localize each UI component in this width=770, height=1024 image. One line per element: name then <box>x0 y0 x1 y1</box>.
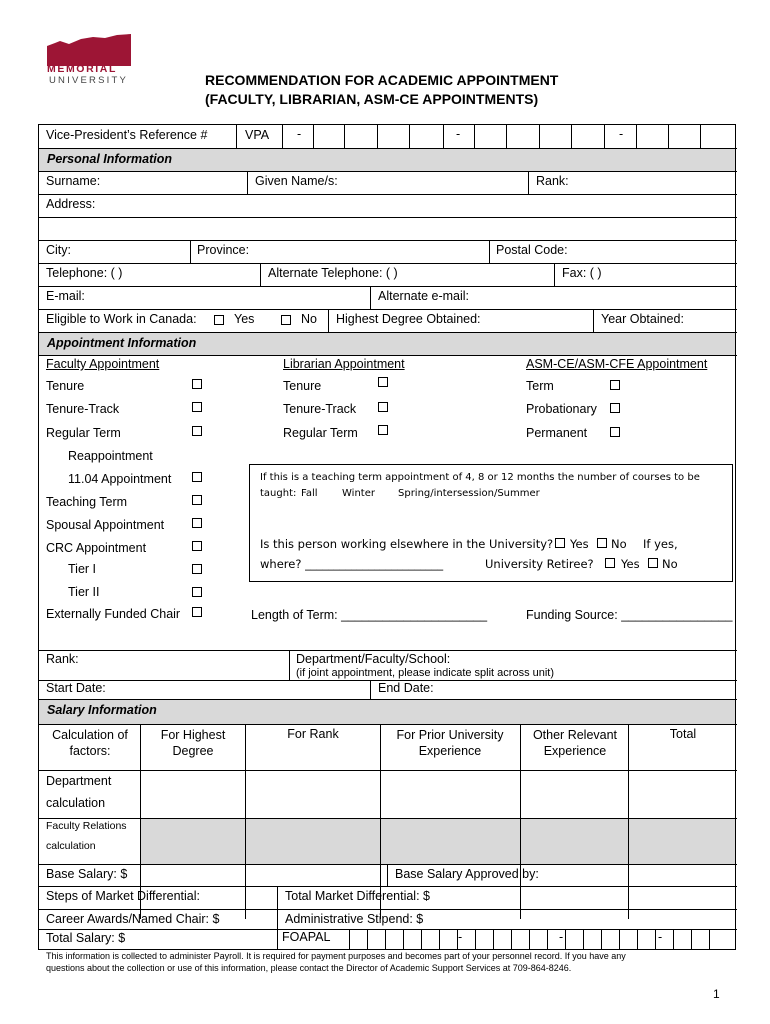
foapal-dash-1: - <box>458 930 463 944</box>
librarian-tenure-track-checkbox[interactable] <box>378 402 388 412</box>
faculty-relations-calc-label-2: calculation <box>46 840 96 852</box>
page-subtitle: (FACULTY, LIBRARIAN, ASM-CE APPOINTMENTS) <box>205 91 539 107</box>
faculty-tenure-track-label: Tenure-Track <box>46 402 120 416</box>
base-salary-approved-label: Base Salary Approved by: <box>395 867 539 881</box>
total-market-differential-label: Total Market Differential: $ <box>285 889 430 903</box>
term-fall-label: Fall <box>301 488 318 499</box>
faculty-relations-calc-label: Faculty Relations <box>46 820 127 832</box>
tier1-checkbox[interactable] <box>192 564 202 574</box>
eligible-yes-checkbox[interactable] <box>214 315 224 325</box>
working-elsewhere-question: Is this person working elsewhere in the University? <box>260 537 554 551</box>
spousal-appointment-checkbox[interactable] <box>192 518 202 528</box>
externally-funded-chair-checkbox[interactable] <box>192 607 202 617</box>
reappointment-label: Reappointment <box>68 449 153 463</box>
term-spring-summer-label: Spring/intersession/Summer <box>398 488 540 499</box>
ref-dash-1: - <box>297 127 302 141</box>
privacy-notice-line1: This information is collected to administer Payroll. It is required for payment purposes and becomes part of your personnel record. If you have any <box>46 951 626 961</box>
asm-permanent-checkbox[interactable] <box>610 427 620 437</box>
asm-permanent-label: Permanent <box>526 426 588 440</box>
eligible-work-label: Eligible to Work in Canada: <box>46 312 197 326</box>
total-salary-label: Total Salary: $ <box>46 931 126 945</box>
faculty-tenure-label: Tenure <box>46 379 85 393</box>
steps-market-differential-label: Steps of Market Differential: <box>46 889 201 903</box>
salary-header-calc: Calculation of factors: <box>52 728 128 758</box>
tier2-checkbox[interactable] <box>192 587 202 597</box>
page-number: 1 <box>713 987 720 1001</box>
fax-label: Fax: ( ) <box>562 266 602 280</box>
given-name-label: Given Name/s: <box>255 174 338 188</box>
end-date-label: End Date: <box>378 681 434 695</box>
elsewhere-no-label: No <box>611 537 627 551</box>
teaching-term-label: Teaching Term <box>46 495 128 509</box>
faculty-regular-term-checkbox[interactable] <box>192 426 202 436</box>
joint-appointment-note: (if joint appointment, please indicate split across unit) <box>296 667 555 679</box>
librarian-tenure-track-label: Tenure-Track <box>283 402 357 416</box>
salary-header-total: Total <box>669 727 697 741</box>
faculty-relations-shaded-cells <box>141 819 735 864</box>
elsewhere-yes-label: Yes <box>570 537 589 551</box>
alternate-email-label: Alternate e-mail: <box>378 289 470 303</box>
asm-probationary-label: Probationary <box>526 402 597 416</box>
salary-header-other: Other Relevant Experience <box>532 728 618 758</box>
logo-wordmark-memorial: MEMORIAL <box>47 63 117 75</box>
salary-header-degree: For Highest Degree <box>160 728 226 758</box>
year-obtained-label: Year Obtained: <box>601 312 684 326</box>
province-label: Province: <box>197 243 250 257</box>
librarian-appointment-heading: Librarian Appointment <box>283 357 405 371</box>
university-retiree-label: University Retiree? <box>485 557 594 571</box>
vp-reference-label: Vice-President’s Reference # <box>46 128 208 142</box>
foapal-dash-3: - <box>658 930 663 944</box>
asm-appointment-heading: ASM-CE/ASM-CFE Appointment <box>526 357 708 371</box>
postal-code-label: Postal Code: <box>496 243 568 257</box>
personal-information-header: Personal Information <box>39 149 735 172</box>
appt-1104-checkbox[interactable] <box>192 472 202 482</box>
eligible-no-label: No <box>301 312 317 326</box>
appointment-form <box>38 124 736 950</box>
appointment-rank-label: Rank: <box>46 652 79 666</box>
appt-1104-label: 11.04 Appointment <box>68 472 172 486</box>
highest-degree-label: Highest Degree Obtained: <box>336 312 481 326</box>
salary-information-header: Salary Information <box>39 700 735 724</box>
asm-probationary-checkbox[interactable] <box>610 403 620 413</box>
if-yes-label: If yes, <box>643 537 678 551</box>
retiree-no-label: No <box>662 557 678 571</box>
surname-label: Surname: <box>46 174 101 188</box>
email-label: E-mail: <box>46 289 85 303</box>
librarian-tenure-label: Tenure <box>283 379 322 393</box>
career-awards-label: Career Awards/Named Chair: $ <box>46 912 220 926</box>
faculty-tenure-checkbox[interactable] <box>192 379 202 389</box>
librarian-regular-term-checkbox[interactable] <box>378 425 388 435</box>
ref-dash-2: - <box>456 127 461 141</box>
department-calculation-label-2: calculation <box>46 796 106 810</box>
start-date-label: Start Date: <box>46 681 106 695</box>
crc-appointment-checkbox[interactable] <box>192 541 202 551</box>
logo-wordmark-university: UNIVERSITY <box>49 75 129 86</box>
externally-funded-chair-label: Externally Funded Chair <box>46 607 181 621</box>
elsewhere-yes-checkbox[interactable] <box>555 538 565 548</box>
librarian-tenure-checkbox[interactable] <box>378 377 388 387</box>
salary-header-rank: For Rank <box>287 727 339 741</box>
teaching-note-taught-label: taught: <box>260 488 297 499</box>
ref-dash-3: - <box>619 127 624 141</box>
address-label: Address: <box>46 197 96 211</box>
privacy-notice <box>46 951 736 974</box>
retiree-no-checkbox[interactable] <box>648 558 658 568</box>
foapal-dash-2: - <box>559 930 564 944</box>
faculty-tenure-track-checkbox[interactable] <box>192 402 202 412</box>
asm-term-label: Term <box>526 379 554 393</box>
privacy-notice-line2: questions about the collection or use of this information, please contact the Director of Academic Support Services at 709-864-8246. <box>46 962 572 973</box>
retiree-yes-label: Yes <box>621 557 640 571</box>
teaching-term-checkbox[interactable] <box>192 495 202 505</box>
crc-appointment-label: CRC Appointment <box>46 541 147 555</box>
alternate-telephone-label: Alternate Telephone: ( ) <box>268 266 398 280</box>
tier2-label: Tier II <box>68 585 100 599</box>
where-field[interactable]: where? ________________________ <box>260 557 444 571</box>
teaching-note-line1: If this is a teaching term appointment of 4, 8 or 12 months the number of courses to be <box>260 472 700 483</box>
base-salary-label: Base Salary: $ <box>46 867 128 881</box>
term-winter-label: Winter <box>342 488 375 499</box>
administrative-stipend-label: Administrative Stipend: $ <box>285 912 424 926</box>
city-label: City: <box>46 243 71 257</box>
eligible-yes-label: Yes <box>234 312 255 326</box>
department-calculation-label: Department <box>46 774 112 788</box>
spousal-appointment-label: Spousal Appointment <box>46 518 165 532</box>
department-label: Department/Faculty/School: <box>296 652 451 666</box>
faculty-regular-term-label: Regular Term <box>46 426 121 440</box>
elsewhere-no-checkbox[interactable] <box>597 538 607 548</box>
asm-term-checkbox[interactable] <box>610 380 620 390</box>
memorial-logo-flag-icon <box>47 34 131 66</box>
librarian-regular-term-label: Regular Term <box>283 426 358 440</box>
personal-rank-label: Rank: <box>536 174 569 188</box>
faculty-appointment-heading: Faculty Appointment <box>46 357 160 371</box>
tier1-label: Tier I <box>68 562 97 576</box>
funding-source-field[interactable]: Funding Source: ________________ <box>526 608 733 622</box>
appointment-information-header: Appointment Information <box>39 333 735 355</box>
length-of-term-field[interactable]: Length of Term: _____________________ <box>251 608 488 622</box>
eligible-no-checkbox[interactable] <box>281 315 291 325</box>
vpa-label: VPA <box>245 128 270 142</box>
telephone-label: Telephone: ( ) <box>46 266 123 280</box>
salary-header-prior: For Prior University Experience <box>396 728 504 758</box>
retiree-yes-checkbox[interactable] <box>605 558 615 568</box>
foapal-label: FOAPAL <box>282 930 331 944</box>
page-title: RECOMMENDATION FOR ACADEMIC APPOINTMENT <box>205 72 559 88</box>
